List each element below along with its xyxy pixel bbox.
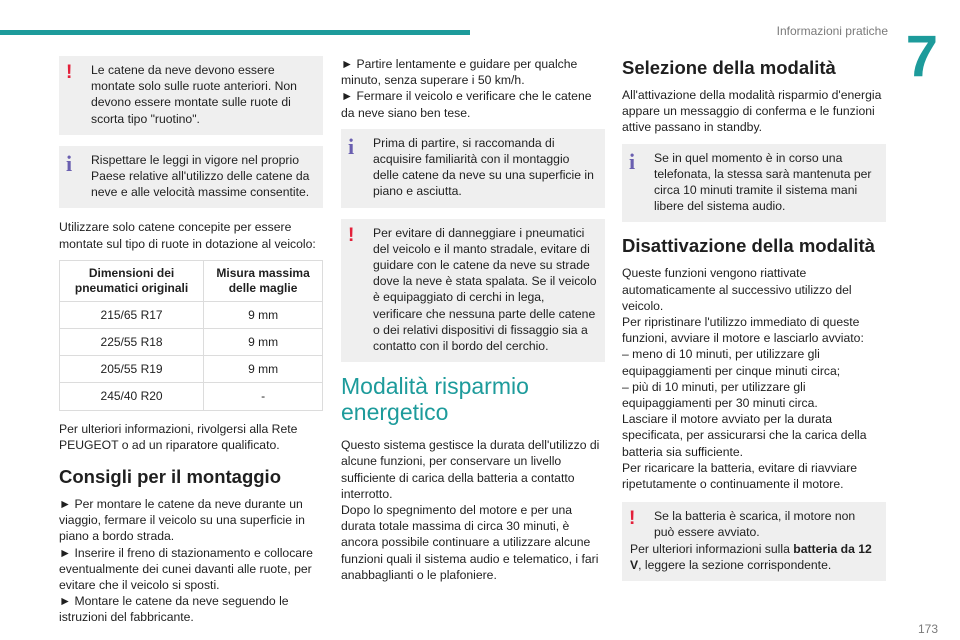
table-cell: 245/40 R20 <box>60 383 204 410</box>
table-row <box>60 301 323 328</box>
info-text: Prima di partire, si raccomanda di acquisire familiarità con il montaggio delle catene da neve su una superficie in piano e asciutta. <box>373 135 594 199</box>
warning-box <box>59 56 323 135</box>
section-heading: Consigli per il montaggio <box>59 466 281 488</box>
exclamation-icon: ! <box>629 508 636 530</box>
body-line: Queste funzioni vengono riattivate automaticamente al successivo utilizzo del veicolo. <box>622 266 852 313</box>
warning-text: Per evitare di danneggiare i pneumatici del veicolo e il manto stradale, evitare di guidare con le catene da neve su strade dove la neve è stata spalata. Se il veicolo è equipaggiato di cerchi in lega, verificare che nessuna parte delle catene o dei relativi dispositivi di fissaggio sia a contatto con il bordo del cerchio. <box>373 225 597 354</box>
body-line: Per ripristinare l'utilizzo immediato di queste funzioni, avviare il motore e lasciarlo avviato: <box>622 315 864 346</box>
section-title: Informazioni pratiche <box>776 24 888 38</box>
body-text: Questo sistema gestisce la durata dell'utilizzo di alcune funzioni, per conservare un livello sufficiente di carica della batteria a contatto interrotto. <box>341 438 600 501</box>
table-header-row <box>60 260 323 301</box>
table-cell: 9 mm <box>204 356 323 383</box>
warning-text: Le catene da neve devono essere montate solo sulle ruote anteriori. Non devono essere montate sulle ruote di scorta tipo "ruotino". <box>91 63 297 126</box>
bullet-item: ► Inserire il freno di stazionamento e collocare eventualmente dei cunei davanti alle ruote, per evitare che il veicolo si sposti. <box>59 545 313 593</box>
info-text: Rispettare le leggi in vigore nel proprio Paese relative all'utilizzo delle catene da neve e alle velocità massime consentite. <box>91 152 310 200</box>
chapter-heading <box>341 373 605 425</box>
body-text: All'attivazione della modalità risparmio d'energia appare un messaggio di conferma e le funzioni attive passano in standby. <box>622 88 882 135</box>
table-cell: 9 mm <box>204 301 323 328</box>
body-line: Lasciare il motore avviato per la durata specificata, per assicurarsi che la carica della batteria sia sufficiente. <box>622 412 867 459</box>
info-icon: i <box>629 148 636 174</box>
warning-ref-bold: batteria da 12 V <box>630 541 872 572</box>
warning-ref-post: , leggere la sezione corrispondente. <box>638 557 832 572</box>
header-accent-bar <box>0 30 470 35</box>
info-box <box>341 129 605 208</box>
table-row <box>60 356 323 383</box>
bullet-item: ► Partire lentamente e guidare per qualche minuto, senza superare i 50 km/h. <box>341 57 578 88</box>
column-2 <box>341 56 605 591</box>
info-box <box>622 144 886 223</box>
info-box <box>59 146 323 209</box>
chapter-heading-line: energetico <box>341 399 449 426</box>
page-number: 173 <box>917 622 938 636</box>
bullet-item: ► Per montare le catene da neve durante un viaggio, fermare il veicolo su una superficie in piano a bordo strada. <box>59 497 305 544</box>
table-row <box>60 329 323 356</box>
section-heading: Disattivazione della modalità <box>622 235 875 257</box>
warning-reference <box>630 541 878 573</box>
body-lines <box>622 265 886 492</box>
body-text: Dopo lo spegnimento del motore e per una durata totale massima di circa 30 minuti, è ancora possibile continuare a utilizzare alcune funzioni quali il sistema audio e telematico, i fari anabbaglianti o le plafoniere. <box>341 503 599 582</box>
table-cell: - <box>204 383 323 410</box>
table-cell: 9 mm <box>204 329 323 356</box>
info-icon: i <box>348 133 355 159</box>
bullet-item: ► Fermare il veicolo e verificare che le catene da neve siano ben tese. <box>341 89 592 120</box>
warning-box <box>622 502 886 581</box>
table-row <box>60 383 323 410</box>
body-line: – più di 10 minuti, per utilizzare gli equipaggiamenti per 30 minuti circa. <box>622 379 818 411</box>
body-line: – meno di 10 minuti, per utilizzare gli equipaggiamenti per cinque minuti circa; <box>622 347 841 378</box>
info-text: Se in quel momento è in corso una telefonata, la stessa sarà mantenuta per circa 10 minuti tramite il sistema mani libere del sistema audio. <box>654 150 872 214</box>
intro-text: Utilizzare solo catene concepite per essere montate sul tipo di ruote in dotazione al veicolo: <box>59 220 316 251</box>
column-3 <box>622 56 886 592</box>
table-header: Misura massima delle maglie <box>204 260 323 301</box>
chapter-heading-line: Modalità risparmio <box>341 373 529 400</box>
section-heading: Selezione della modalità <box>622 57 836 78</box>
warning-text: Se la batteria è scarica, il motore non può essere avviato. <box>654 509 856 540</box>
after-table-text: Per ulteriori informazioni, rivolgersi alla Rete PEUGEOT o ad un riparatore qualificato. <box>59 421 298 452</box>
info-icon: i <box>66 150 73 176</box>
body-line: Per ricaricare la batteria, evitare di riavviare ripetutamente o continuamente il motore. <box>622 460 858 492</box>
chapter-number: 7 <box>905 24 938 89</box>
exclamation-icon: ! <box>348 224 355 246</box>
warning-box <box>341 219 605 363</box>
table-header: Dimensioni dei pneumatici originali <box>60 260 204 301</box>
warning-ref-pre: Per ulteriori informazioni sulla <box>630 541 794 556</box>
bullet-item: ► Montare le catene da neve seguendo le istruzioni del fabbricante. <box>59 594 289 625</box>
table-cell: 215/65 R17 <box>60 301 204 328</box>
exclamation-icon: ! <box>66 62 73 83</box>
tire-table <box>59 260 323 411</box>
table-cell: 225/55 R18 <box>60 329 204 356</box>
column-1 <box>59 56 323 626</box>
table-cell: 205/55 R19 <box>60 356 204 383</box>
